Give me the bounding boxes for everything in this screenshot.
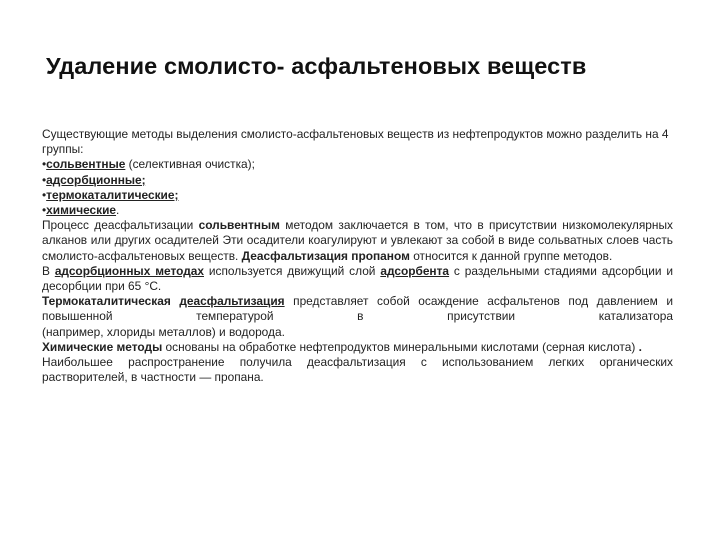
intro-paragraph: Существующие методы выделения смолисто-асфальтеновых веществ из нефтепродуктов можно разделить на 4 группы: — [42, 127, 669, 157]
bullet: • — [42, 172, 47, 187]
term: адсорбента — [380, 263, 450, 278]
term: Термокаталитическая — [42, 294, 171, 309]
term: адсорбционных методах — [54, 263, 204, 278]
bullet: • — [42, 187, 47, 202]
group-item-solvent — [42, 157, 673, 172]
slide-body — [42, 127, 673, 385]
paragraph-adsorption-method — [42, 264, 673, 294]
group-term: химические — [46, 203, 117, 218]
term: деасфальтизация — [179, 294, 285, 309]
text: основаны на обработке нефтепродуктов минеральными кислотами (серная кислота) — [162, 339, 639, 354]
bullet: • — [42, 203, 47, 218]
text: с раздельными стадиями адсорбции и десорбции при 65 °С. — [42, 263, 673, 294]
text: . — [638, 339, 642, 354]
text: представляет собой осаждение асфальтенов под давлением и повышенной температурой в присутствии катализатора — [42, 294, 673, 324]
term: Химические методы — [42, 339, 163, 354]
group-note: . — [116, 203, 120, 218]
group-term: сольвентные — [46, 157, 126, 172]
group-term: термокаталитические; — [46, 187, 179, 202]
group-term: адсорбционные; — [46, 172, 146, 187]
group-note: (селективная очистка); — [125, 157, 255, 172]
group-item-adsorption — [42, 173, 673, 188]
group-item-thermocatalytic — [42, 188, 673, 203]
paragraph-thermocatalytic-method — [42, 294, 673, 324]
text: методом заключается в том, что в присутствии низкомолекулярных алканов или других осадителей Эти осадители коагулируют и увлекают за собой в виде сольватных слоев часть смолисто-асфальтеновых веществ. — [42, 218, 673, 263]
paragraph-chemical-method — [42, 340, 673, 355]
term: сольвентным — [198, 218, 280, 233]
group-item-chemical — [42, 203, 673, 218]
paragraph-conclusion: Наибольшее распространение получила деасфальтизация с использованием легких органических растворителей, в частности — пропана. — [42, 355, 673, 385]
text: используется движущий слой — [204, 263, 381, 278]
text: В — [42, 263, 55, 278]
text: Процесс деасфальтизации — [42, 218, 199, 233]
paragraph-thermocatalytic-tail: (например, хлориды металлов) и водорода. — [42, 324, 285, 339]
text: относится к данной группе методов. — [409, 248, 613, 263]
term: Деасфальтизация пропаном — [241, 248, 410, 263]
slide-title: Удаление смолисто- асфальтеновых веществ — [46, 53, 587, 79]
bullet: • — [42, 157, 47, 172]
paragraph-solvent-method — [42, 218, 673, 264]
